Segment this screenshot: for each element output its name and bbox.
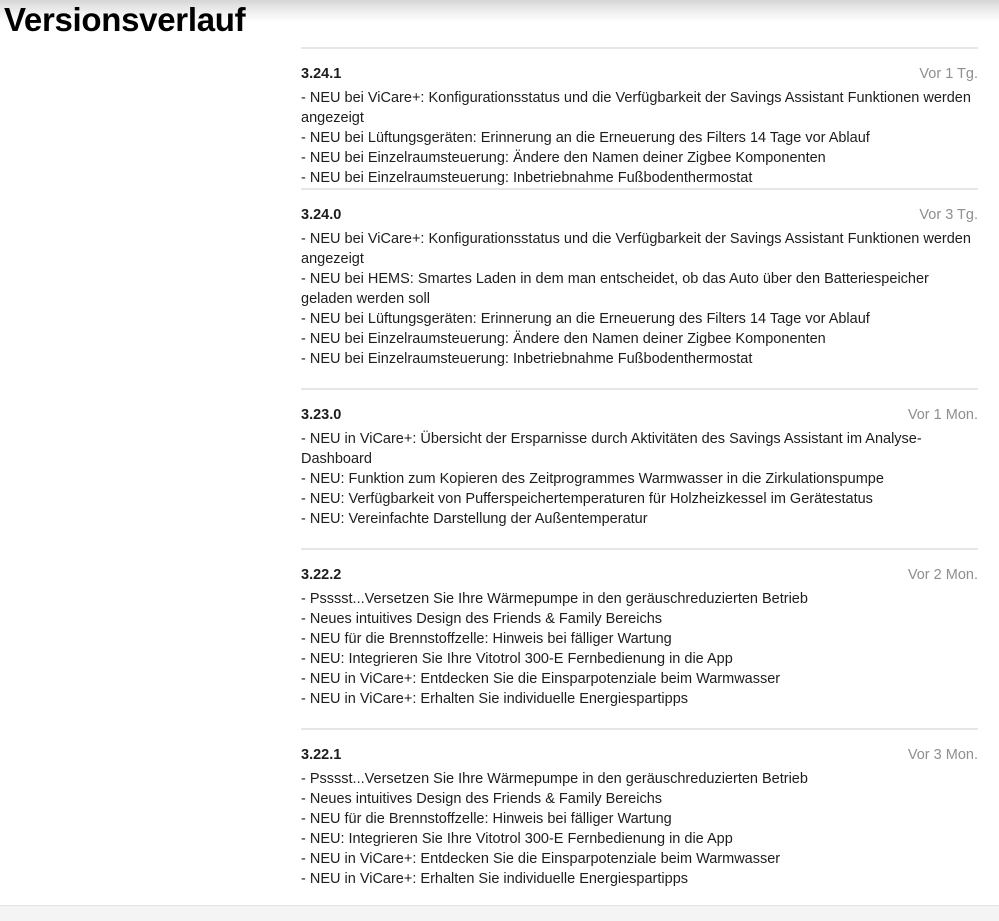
version-number: 3.22.1 (301, 747, 342, 763)
release-age: Vor 1 Mon. (907, 407, 978, 423)
release-note: - Neues intuitives Design des Friends & Family Bereichs (301, 791, 663, 807)
version-entry-header (301, 66, 978, 86)
release-note: - NEU bei Einzelraumsteuerung: Inbetriebnahme Fußbodenthermostat (301, 351, 753, 367)
release-notes (301, 769, 978, 889)
version-entry-header (301, 407, 978, 427)
version-number: 3.24.1 (301, 66, 342, 82)
release-note: - NEU bei Lüftungsgeräten: Erinnerung an die Erneuerung des Filters 14 Tage vor Ablauf (301, 311, 870, 327)
version-history-list (301, 47, 978, 908)
version-entry (301, 47, 978, 188)
release-notes (301, 429, 978, 529)
release-note: - NEU in ViCare+: Erhalten Sie individuelle Energiespartipps (301, 871, 689, 887)
release-note: - NEU: Integrieren Sie Ihre Vitotrol 300-E Fernbedienung in die App (301, 831, 733, 847)
release-note: - NEU: Integrieren Sie Ihre Vitotrol 300-E Fernbedienung in die App (301, 651, 733, 667)
release-notes (301, 229, 978, 369)
page-title: Versionsverlauf (4, 1, 246, 38)
release-note: - NEU in ViCare+: Erhalten Sie individuelle Energiespartipps (301, 691, 689, 707)
release-note: - NEU bei Einzelraumsteuerung: Ändere den Namen deiner Zigbee Komponenten (301, 150, 826, 166)
release-note: - NEU: Vereinfachte Darstellung der Außentemperatur (301, 511, 648, 527)
release-note: - NEU: Verfügbarkeit von Pufferspeichertemperaturen für Holzheizkessel im Gerätestatus (301, 491, 873, 507)
version-entry-header (301, 747, 978, 767)
release-age: Vor 3 Mon. (907, 747, 978, 763)
version-entry-header (301, 207, 978, 227)
release-note: - Psssst...Versetzen Sie Ihre Wärmepumpe in den geräuschreduzierten Betrieb (301, 771, 808, 787)
release-note: - NEU für die Brennstoffzelle: Hinweis bei fälliger Wartung (301, 811, 672, 827)
release-note: - NEU in ViCare+: Entdecken Sie die Einsparpotenziale beim Warmwasser (301, 671, 781, 687)
release-note: - NEU bei ViCare+: Konfigurationsstatus und die Verfügbarkeit der Savings Assistant Funktionen werden angezeigt (301, 231, 971, 267)
release-note: - NEU bei Einzelraumsteuerung: Ändere den Namen deiner Zigbee Komponenten (301, 331, 826, 347)
release-note: - Neues intuitives Design des Friends & Family Bereichs (301, 611, 663, 627)
version-number: 3.22.2 (301, 567, 342, 583)
version-entry (301, 188, 978, 388)
release-note: - NEU in ViCare+: Entdecken Sie die Einsparpotenziale beim Warmwasser (301, 851, 781, 867)
release-note: - NEU bei HEMS: Smartes Laden in dem man entscheidet, ob das Auto über den Batteriespeicher geladen werden soll (301, 271, 929, 307)
version-entry (301, 728, 978, 908)
release-notes (301, 589, 978, 709)
release-note: - NEU für die Brennstoffzelle: Hinweis bei fälliger Wartung (301, 631, 672, 647)
release-note: - NEU in ViCare+: Übersicht der Ersparnisse durch Aktivitäten des Savings Assistant im Analyse-Dashboard (301, 431, 922, 467)
release-age: Vor 1 Tg. (919, 66, 978, 82)
version-number: 3.24.0 (301, 207, 342, 223)
release-age: Vor 3 Tg. (919, 207, 978, 223)
bottom-toolbar (0, 905, 999, 921)
release-note: - NEU bei Einzelraumsteuerung: Inbetriebnahme Fußbodenthermostat (301, 170, 753, 186)
release-notes (301, 88, 978, 188)
release-note: - NEU bei Lüftungsgeräten: Erinnerung an die Erneuerung des Filters 14 Tage vor Ablauf (301, 130, 870, 146)
version-entry-header (301, 567, 978, 587)
version-number: 3.23.0 (301, 407, 342, 423)
release-note: - NEU bei ViCare+: Konfigurationsstatus und die Verfügbarkeit der Savings Assistant Funktionen werden angezeigt (301, 90, 971, 126)
version-entry (301, 548, 978, 728)
release-note: - NEU: Funktion zum Kopieren des Zeitprogrammes Warmwasser in die Zirkulationspumpe (301, 471, 884, 487)
release-age: Vor 2 Mon. (907, 567, 978, 583)
version-entry (301, 388, 978, 548)
release-note: - Psssst...Versetzen Sie Ihre Wärmepumpe in den geräuschreduzierten Betrieb (301, 591, 808, 607)
